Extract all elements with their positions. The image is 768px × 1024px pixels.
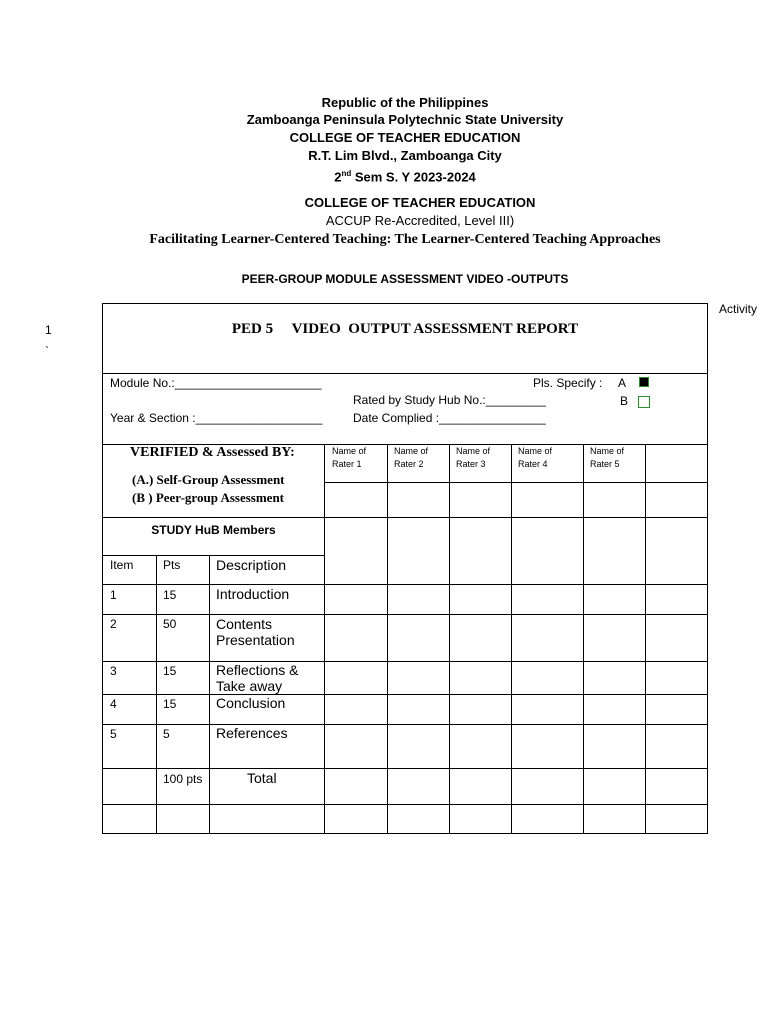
header-university: Zamboanga Peninsula Polytechnic State University bbox=[246, 112, 564, 127]
activity-label: Activity bbox=[719, 302, 758, 316]
header-address: R.T. Lim Blvd., Zamboanga City bbox=[308, 148, 502, 163]
rater-3-header: Name of Rater 3 bbox=[456, 446, 491, 469]
rater-5-header: Name of Rater 5 bbox=[590, 446, 625, 469]
row-4-pts: 15 bbox=[163, 697, 177, 711]
row-2-pts: 50 bbox=[163, 617, 177, 631]
header-semester bbox=[0, 166, 768, 185]
year-section-field[interactable]: Year & Section :___________________ bbox=[110, 411, 323, 425]
header-college: COLLEGE OF TEACHER EDUCATION bbox=[289, 130, 521, 145]
report-title: PED 5 VIDEO OUTPUT ASSESSMENT REPORT bbox=[231, 321, 579, 337]
row-1-description: Introduction bbox=[216, 586, 290, 602]
margin-tick: ` bbox=[45, 344, 49, 358]
row-5-description: References bbox=[216, 725, 288, 741]
row-3-item: 3 bbox=[110, 664, 117, 678]
semester-number: 2 bbox=[334, 169, 342, 185]
page-number: 1 bbox=[45, 323, 52, 337]
module-no-field[interactable]: Module No.:______________________ bbox=[110, 376, 322, 390]
pls-specify-label: Pls. Specify : bbox=[533, 376, 603, 390]
self-group-label: (A.) Self-Group Assessment bbox=[132, 472, 285, 487]
row-3-pts: 15 bbox=[163, 664, 177, 678]
semester-superscript: nd bbox=[341, 169, 352, 178]
row-1-pts: 15 bbox=[163, 588, 177, 602]
total-label: Total bbox=[247, 770, 277, 786]
rater-4-header: Name of Rater 4 bbox=[518, 446, 553, 469]
peer-group-label: (B ) Peer-group Assessment bbox=[132, 490, 285, 505]
date-complied-field[interactable]: Date Complied :________________ bbox=[353, 411, 546, 425]
option-a-checkbox[interactable] bbox=[639, 377, 649, 387]
row-2-description: Contents Presentation bbox=[216, 616, 295, 648]
row-5-pts: 5 bbox=[163, 727, 170, 741]
accreditation-text: ACCUP Re-Accredited, Level III) bbox=[325, 213, 515, 228]
row-3-description: Reflections & Take away bbox=[216, 662, 299, 694]
option-b-checkbox[interactable] bbox=[638, 396, 650, 408]
rater-2-header: Name of Rater 2 bbox=[394, 446, 429, 469]
total-pts: 100 pts bbox=[163, 772, 203, 786]
rater-1-header: Name of Rater 1 bbox=[332, 446, 367, 469]
row-4-item: 4 bbox=[110, 697, 117, 711]
row-2-item: 2 bbox=[110, 617, 117, 631]
verified-label: VERIFIED & Assessed BY: bbox=[130, 445, 295, 460]
row-1-item: 1 bbox=[110, 588, 117, 602]
rated-by-field[interactable]: Rated by Study Hub No.:_________ bbox=[353, 393, 546, 407]
row-5-item: 5 bbox=[110, 727, 117, 741]
description-column-header: Description bbox=[216, 557, 287, 573]
row-4-description: Conclusion bbox=[216, 695, 286, 711]
assessment-subtitle: PEER-GROUP MODULE ASSESSMENT VIDEO -OUTPUTS bbox=[241, 272, 569, 286]
study-hub-label: STUDY HuB Members bbox=[151, 523, 276, 537]
option-b-label: B bbox=[620, 394, 629, 408]
course-title: Facilitating Learner-Centered Teaching: The Learner-Centered Teaching Approaches bbox=[149, 232, 661, 247]
item-column-header: Item bbox=[110, 558, 134, 572]
option-a-label: A bbox=[618, 376, 627, 390]
header-republic: Republic of the Philippines bbox=[321, 95, 489, 110]
semester-year: Sem S. Y 2023-2024 bbox=[351, 169, 476, 185]
pts-column-header: Pts bbox=[163, 558, 181, 572]
college-name: COLLEGE OF TEACHER EDUCATION bbox=[304, 195, 536, 210]
